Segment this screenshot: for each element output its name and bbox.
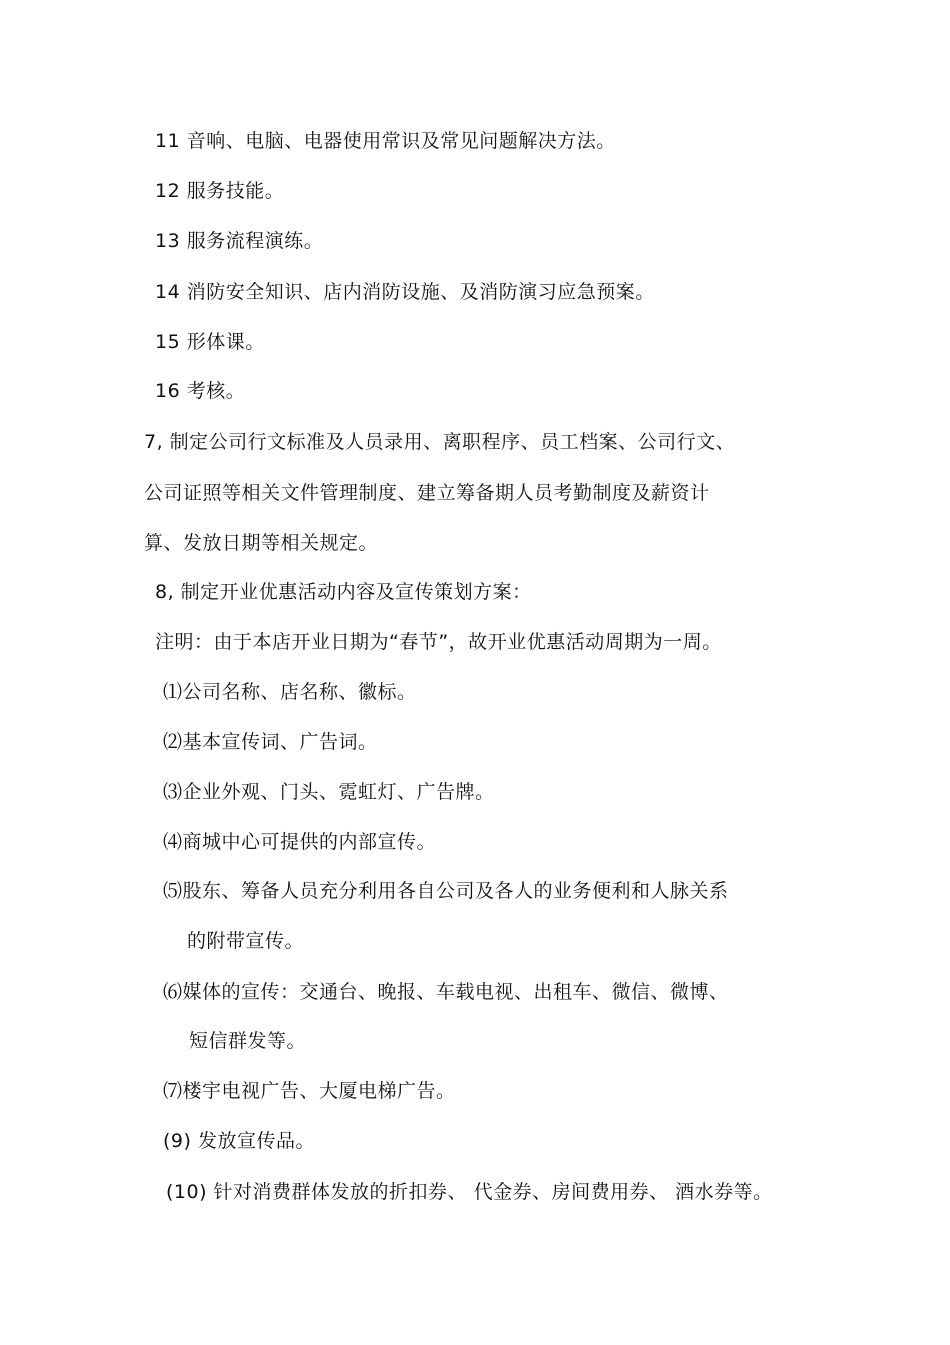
item-16-text: 16 考核。 bbox=[155, 380, 246, 402]
item-12-text: 12 服务技能。 bbox=[155, 180, 285, 202]
list-item-6-line-1: ⑹媒体的宣传：交通台、晚报、车载电视、出租车、微信、微博、 bbox=[163, 981, 729, 1003]
item-15-text: 15 形体课。 bbox=[155, 331, 265, 353]
list-item-6-line-2: 短信群发等。 bbox=[189, 1030, 307, 1052]
section-7-line-3: 算、发放日期等相关规定。 bbox=[144, 532, 379, 554]
section-8-heading: 8, 制定开业优惠活动内容及宣传策划方案： bbox=[155, 581, 532, 603]
list-item-1: ⑴公司名称、店名称、徽标。 bbox=[163, 681, 417, 703]
list-item-10: (10) 针对消费群体发放的折扣券、 代金券、房间费用券、 酒水券等。 bbox=[166, 1181, 773, 1203]
section-7-line-1: 7, 制定公司行文标准及人员录用、离职程序、员工档案、公司行文、 bbox=[144, 431, 736, 453]
list-item-4: ⑷商城中心可提供的内部宣传。 bbox=[163, 831, 437, 853]
list-item-5-line-1: ⑸股东、筹备人员充分利用各自公司及各人的业务便利和人脉关系 bbox=[163, 880, 729, 902]
list-item-2: ⑵基本宣传词、广告词。 bbox=[163, 731, 378, 753]
list-item-3: ⑶企业外观、门头、霓虹灯、广告牌。 bbox=[163, 781, 495, 803]
item-14-text: 14 消防安全知识、店内消防设施、及消防演习应急预案。 bbox=[155, 281, 655, 303]
list-item-7: ⑺楼宇电视广告、大厦电梯广告。 bbox=[163, 1080, 456, 1102]
item-11-text: 11 音响、电脑、电器使用常识及常见问题解决方法。 bbox=[155, 130, 616, 152]
list-item-9: (9) 发放宣传品。 bbox=[163, 1130, 315, 1152]
list-item-5-line-2: 的附带宣传。 bbox=[187, 930, 305, 952]
section-7-line-2: 公司证照等相关文件管理制度、建立筹备期人员考勤制度及薪资计 bbox=[144, 482, 710, 504]
section-8-note: 注明：由于本店开业日期为“春节”，故开业优惠活动周期为一周。 bbox=[155, 631, 722, 653]
item-13-text: 13 服务流程演练。 bbox=[155, 230, 324, 252]
